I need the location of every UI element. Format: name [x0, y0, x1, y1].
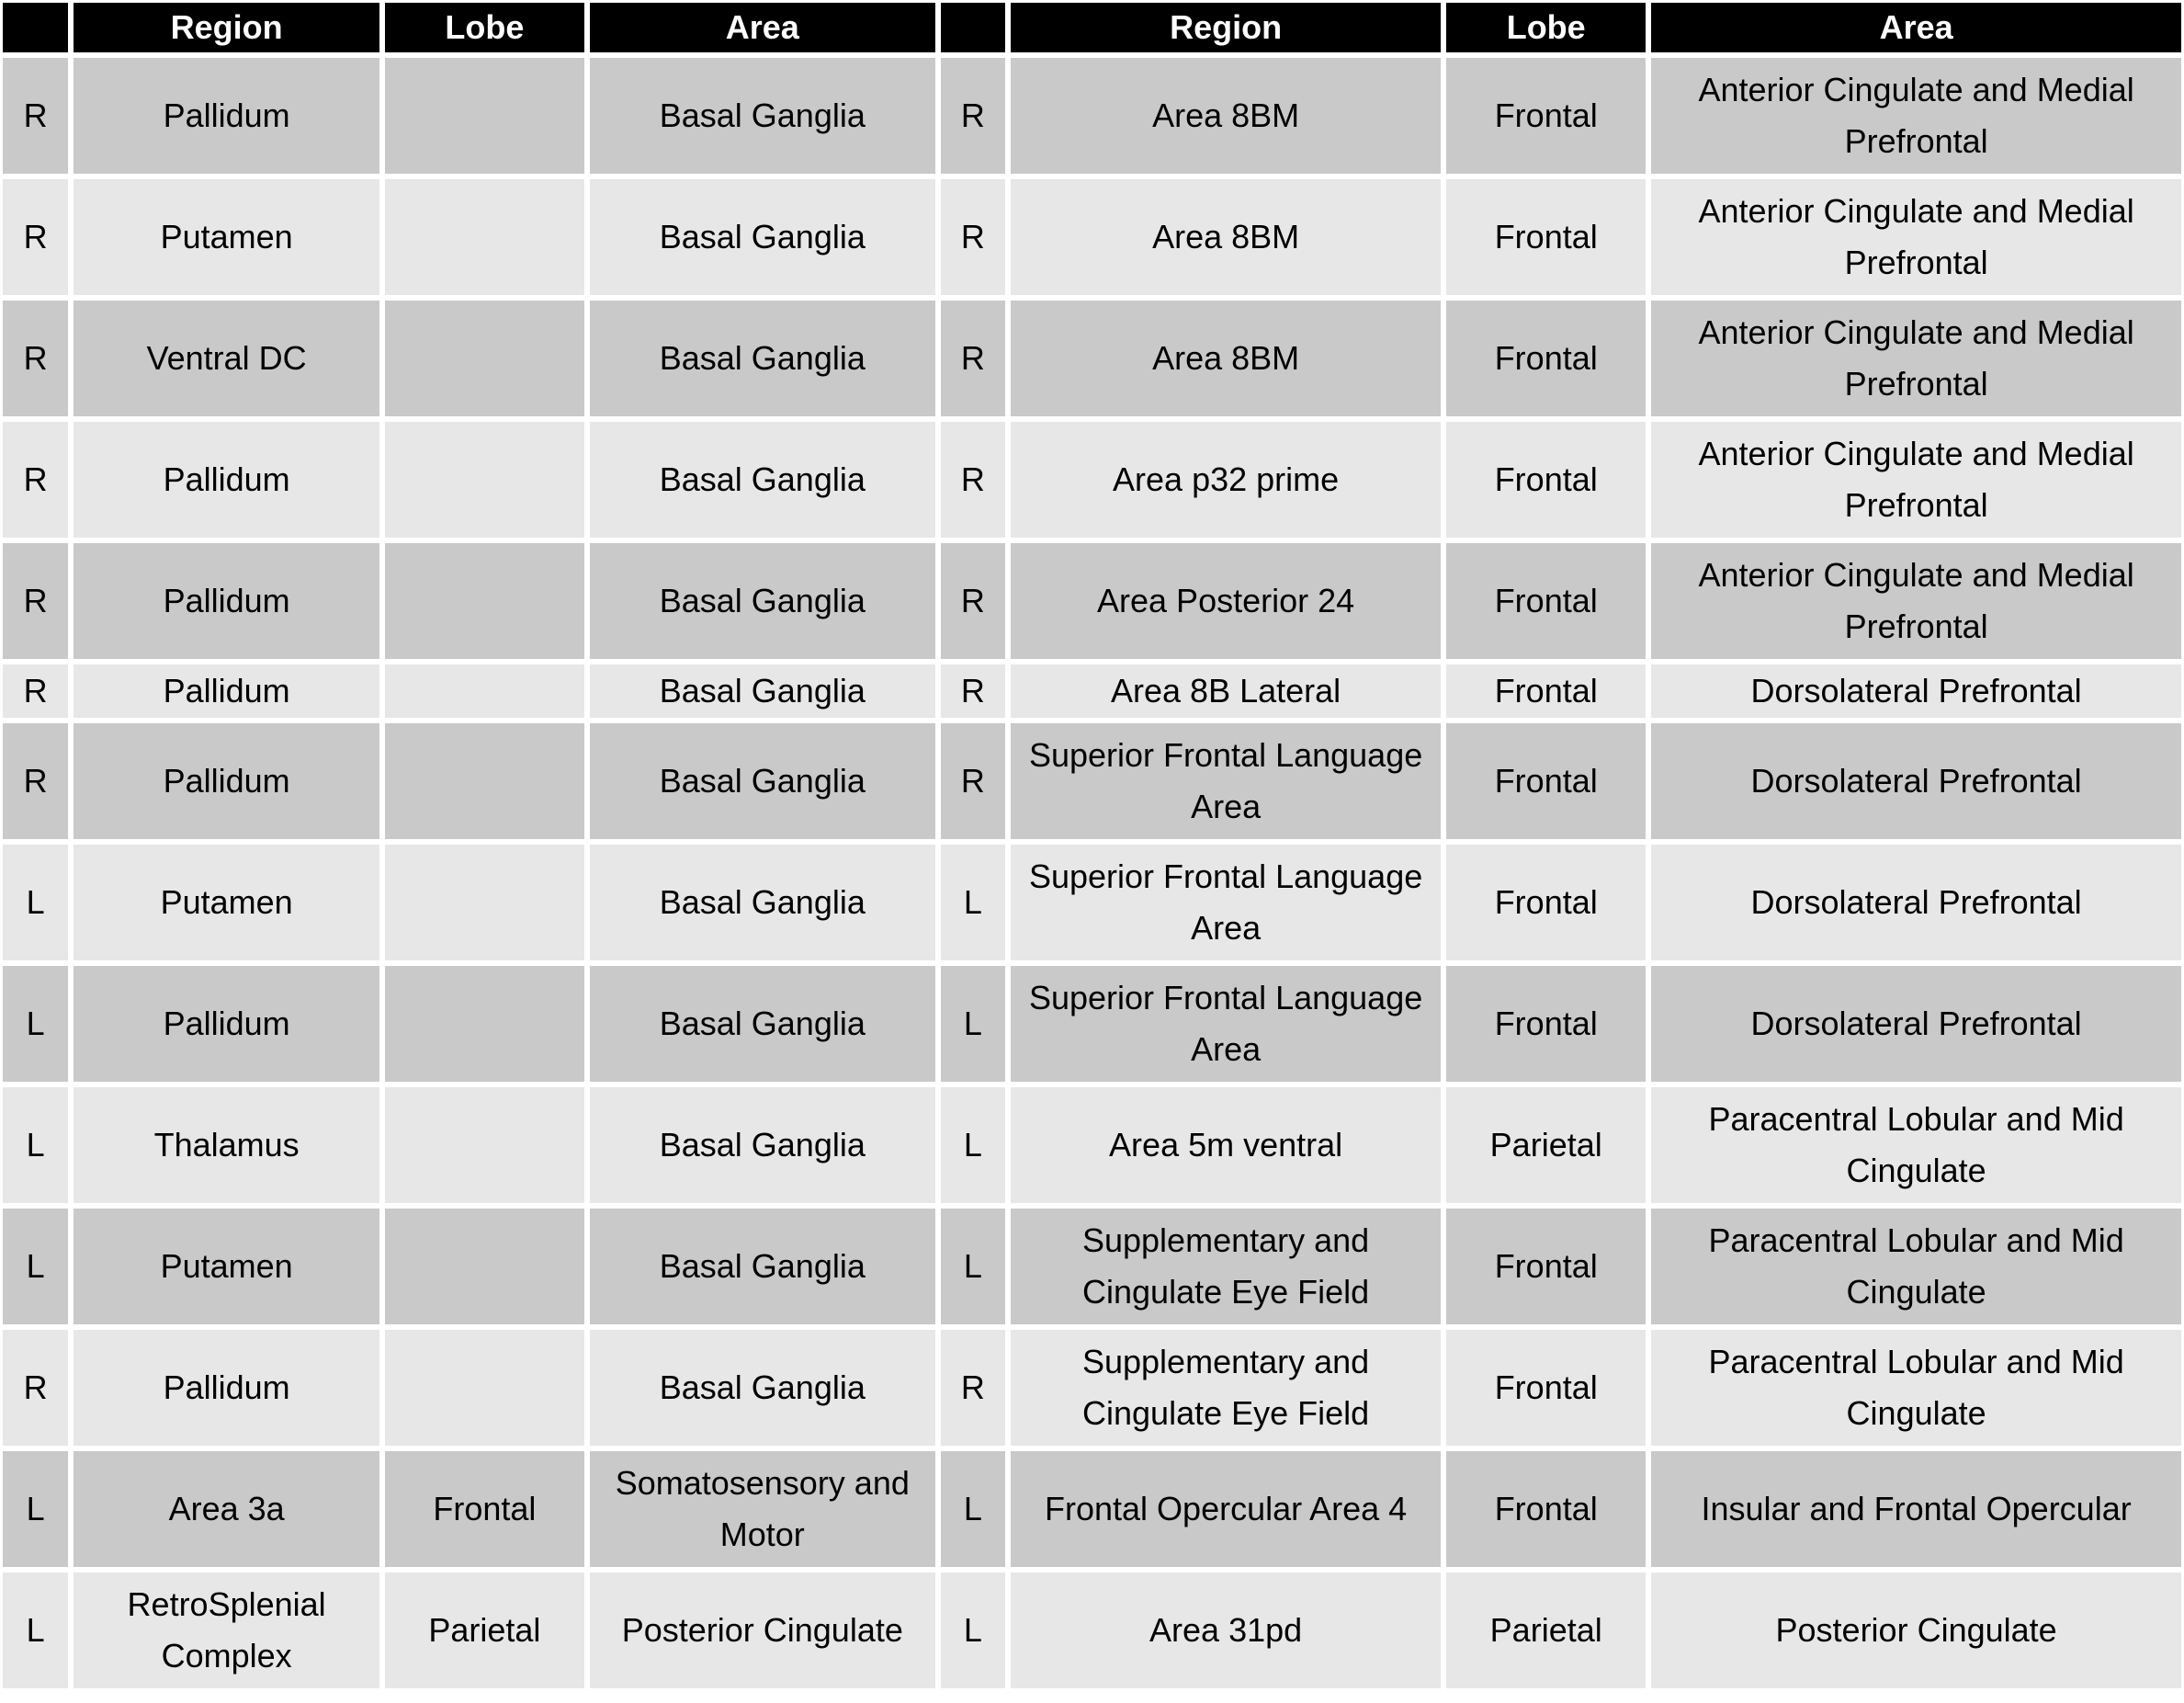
- table-row: [3, 58, 2181, 174]
- cell-lobe-left: Parietal: [385, 1572, 584, 1688]
- cell-lobe-left: Frontal: [385, 1451, 584, 1567]
- cell-region-left: Pallidum: [74, 966, 379, 1082]
- cell-area-left: Posterior Cingulate: [590, 1572, 935, 1688]
- cell-hemisphere-left: L: [3, 1209, 68, 1324]
- cell-region-left: Pallidum: [74, 422, 379, 538]
- cell-lobe-right: Frontal: [1446, 1451, 1646, 1567]
- cell-lobe-right: Frontal: [1446, 543, 1646, 659]
- cell-lobe-left: [385, 1087, 584, 1203]
- cell-lobe-right: Frontal: [1446, 723, 1646, 839]
- cell-lobe-right: Frontal: [1446, 301, 1646, 416]
- cell-lobe-left: [385, 301, 584, 416]
- cell-area-left: Basal Ganglia: [590, 1087, 935, 1203]
- cell-region-right: Superior Frontal Language Area: [1011, 845, 1441, 960]
- cell-area-right: Dorsolateral Prefrontal: [1651, 845, 2181, 960]
- table-row: [3, 179, 2181, 295]
- cell-lobe-right: Frontal: [1446, 1209, 1646, 1324]
- table-row: [3, 1087, 2181, 1203]
- cell-region-left: RetroSplenial Complex: [74, 1572, 379, 1688]
- cell-area-left: Basal Ganglia: [590, 543, 935, 659]
- cell-area-left: Basal Ganglia: [590, 966, 935, 1082]
- cell-region-right: Area Posterior 24: [1011, 543, 1441, 659]
- cell-region-left: Putamen: [74, 1209, 379, 1324]
- cell-region-left: Pallidum: [74, 723, 379, 839]
- cell-hemisphere-right: L: [941, 1451, 1005, 1567]
- cell-hemisphere-right: L: [941, 1087, 1005, 1203]
- cell-hemisphere-left: R: [3, 664, 68, 718]
- cell-region-right: Area 8BM: [1011, 179, 1441, 295]
- cell-region-right: Area 8BM: [1011, 58, 1441, 174]
- cell-hemisphere-right: R: [941, 664, 1005, 718]
- cell-lobe-right: Frontal: [1446, 664, 1646, 718]
- cell-hemisphere-right: L: [941, 1572, 1005, 1688]
- cell-area-right: Posterior Cingulate: [1651, 1572, 2181, 1688]
- cell-area-left: Basal Ganglia: [590, 1330, 935, 1446]
- cell-region-left: Putamen: [74, 179, 379, 295]
- cell-hemisphere-right: R: [941, 543, 1005, 659]
- cell-lobe-right: Frontal: [1446, 58, 1646, 174]
- cell-region-left: Pallidum: [74, 543, 379, 659]
- cell-region-left: Area 3a: [74, 1451, 379, 1567]
- cell-hemisphere-right: R: [941, 422, 1005, 538]
- cell-hemisphere-left: L: [3, 845, 68, 960]
- cell-hemisphere-right: R: [941, 1330, 1005, 1446]
- cell-hemisphere-right: R: [941, 301, 1005, 416]
- cell-region-right: Area 8BM: [1011, 301, 1441, 416]
- cell-area-right: Paracentral Lobular and Mid Cingulate: [1651, 1330, 2181, 1446]
- cell-lobe-right: Frontal: [1446, 845, 1646, 960]
- cell-area-right: Anterior Cingulate and Medial Prefrontal: [1651, 301, 2181, 416]
- header-region-left: Region: [74, 3, 379, 52]
- cell-hemisphere-left: R: [3, 723, 68, 839]
- header-lobe-right: Lobe: [1446, 3, 1646, 52]
- cell-area-right: Anterior Cingulate and Medial Prefrontal: [1651, 543, 2181, 659]
- cell-hemisphere-left: R: [3, 301, 68, 416]
- cell-lobe-left: [385, 1330, 584, 1446]
- cell-lobe-left: [385, 58, 584, 174]
- cell-lobe-left: [385, 179, 584, 295]
- cell-hemisphere-left: L: [3, 1572, 68, 1688]
- table-row: [3, 301, 2181, 416]
- cell-area-right: Dorsolateral Prefrontal: [1651, 664, 2181, 718]
- table-row: [3, 723, 2181, 839]
- cell-lobe-right: Frontal: [1446, 966, 1646, 1082]
- cell-area-right: Anterior Cingulate and Medial Prefrontal: [1651, 179, 2181, 295]
- table-row: [3, 543, 2181, 659]
- cell-area-right: Dorsolateral Prefrontal: [1651, 723, 2181, 839]
- table-row: [3, 422, 2181, 538]
- table-body: [3, 58, 2181, 1688]
- cell-area-left: Basal Ganglia: [590, 422, 935, 538]
- cell-region-right: Superior Frontal Language Area: [1011, 723, 1441, 839]
- cell-area-left: Basal Ganglia: [590, 301, 935, 416]
- cell-lobe-left: [385, 1209, 584, 1324]
- cell-region-right: Supplementary and Cingulate Eye Field: [1011, 1209, 1441, 1324]
- cell-hemisphere-right: L: [941, 1209, 1005, 1324]
- header-area-left: Area: [590, 3, 935, 52]
- cell-lobe-left: [385, 845, 584, 960]
- table-row: [3, 845, 2181, 960]
- cell-hemisphere-right: L: [941, 845, 1005, 960]
- cell-hemisphere-right: R: [941, 179, 1005, 295]
- cell-area-left: Basal Ganglia: [590, 179, 935, 295]
- cell-hemisphere-left: R: [3, 543, 68, 659]
- cell-lobe-left: [385, 723, 584, 839]
- cell-region-left: Ventral DC: [74, 301, 379, 416]
- cell-lobe-right: Parietal: [1446, 1087, 1646, 1203]
- cell-hemisphere-right: R: [941, 58, 1005, 174]
- cell-region-right: Area p32 prime: [1011, 422, 1441, 538]
- cell-hemisphere-left: L: [3, 1451, 68, 1567]
- cell-area-right: Insular and Frontal Opercular: [1651, 1451, 2181, 1567]
- table-row: [3, 1209, 2181, 1324]
- cell-region-right: Area 31pd: [1011, 1572, 1441, 1688]
- cell-lobe-right: Parietal: [1446, 1572, 1646, 1688]
- cell-area-left: Basal Ganglia: [590, 1209, 935, 1324]
- cell-area-left: Basal Ganglia: [590, 664, 935, 718]
- cell-lobe-left: [385, 664, 584, 718]
- table-row: [3, 1572, 2181, 1688]
- cell-area-left: Somatosensory and Motor: [590, 1451, 935, 1567]
- cell-region-left: Thalamus: [74, 1087, 379, 1203]
- header-row: [3, 3, 2181, 52]
- cell-region-right: Area 8B Lateral: [1011, 664, 1441, 718]
- table-row: [3, 1330, 2181, 1446]
- header-hemisphere-left: [3, 3, 68, 52]
- cell-area-right: Paracentral Lobular and Mid Cingulate: [1651, 1087, 2181, 1203]
- cell-hemisphere-left: L: [3, 1087, 68, 1203]
- header-region-right: Region: [1011, 3, 1441, 52]
- cell-area-right: Dorsolateral Prefrontal: [1651, 966, 2181, 1082]
- cell-lobe-left: [385, 543, 584, 659]
- table-row: [3, 966, 2181, 1082]
- cell-lobe-right: Frontal: [1446, 179, 1646, 295]
- cell-hemisphere-left: R: [3, 422, 68, 538]
- cell-region-right: Supplementary and Cingulate Eye Field: [1011, 1330, 1441, 1446]
- cell-area-left: Basal Ganglia: [590, 723, 935, 839]
- cell-area-left: Basal Ganglia: [590, 845, 935, 960]
- table-row: [3, 1451, 2181, 1567]
- cell-area-right: Paracentral Lobular and Mid Cingulate: [1651, 1209, 2181, 1324]
- cell-hemisphere-right: L: [941, 966, 1005, 1082]
- cell-hemisphere-left: R: [3, 1330, 68, 1446]
- cell-area-right: Anterior Cingulate and Medial Prefrontal: [1651, 58, 2181, 174]
- cell-region-right: Superior Frontal Language Area: [1011, 966, 1441, 1082]
- cell-hemisphere-right: R: [941, 723, 1005, 839]
- header-hemisphere-right: [941, 3, 1005, 52]
- cell-hemisphere-left: R: [3, 58, 68, 174]
- header-area-right: Area: [1651, 3, 2181, 52]
- header-lobe-left: Lobe: [385, 3, 584, 52]
- cell-region-left: Putamen: [74, 845, 379, 960]
- cell-region-right: Area 5m ventral: [1011, 1087, 1441, 1203]
- cell-region-left: Pallidum: [74, 1330, 379, 1446]
- cell-area-right: Anterior Cingulate and Medial Prefrontal: [1651, 422, 2181, 538]
- cell-hemisphere-left: L: [3, 966, 68, 1082]
- cell-region-right: Frontal Opercular Area 4: [1011, 1451, 1441, 1567]
- cell-lobe-right: Frontal: [1446, 422, 1646, 538]
- cell-region-left: Pallidum: [74, 664, 379, 718]
- cell-area-left: Basal Ganglia: [590, 58, 935, 174]
- cell-lobe-right: Frontal: [1446, 1330, 1646, 1446]
- cell-lobe-left: [385, 966, 584, 1082]
- cell-lobe-left: [385, 422, 584, 538]
- cell-region-left: Pallidum: [74, 58, 379, 174]
- table-row: [3, 664, 2181, 718]
- cell-hemisphere-left: R: [3, 179, 68, 295]
